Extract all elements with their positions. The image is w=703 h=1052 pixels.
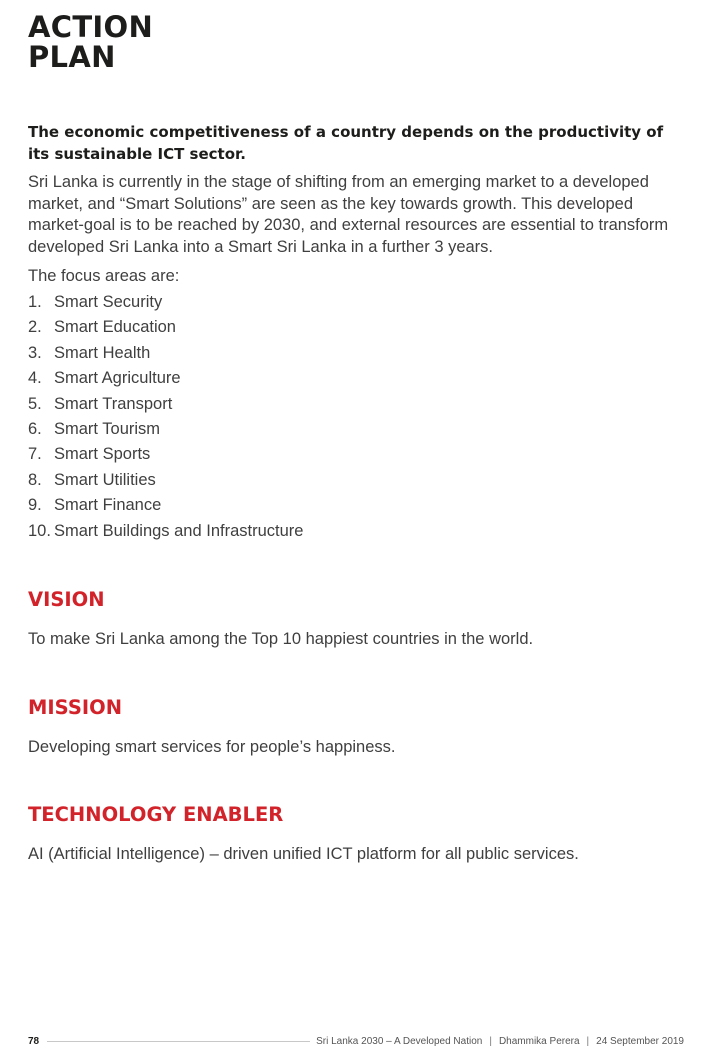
focus-area-item	[28, 315, 303, 340]
footer-rule	[47, 1041, 310, 1042]
focus-area-item	[28, 493, 303, 518]
focus-area-label: Smart Finance	[54, 496, 162, 515]
footer-publication: Sri Lanka 2030 – A Developed Nation	[316, 1035, 483, 1047]
focus-area-number: 6.	[28, 419, 42, 438]
mission-text: Developing smart services for people’s happiness.	[28, 738, 396, 756]
page-title	[28, 12, 153, 72]
vision-heading: VISION	[28, 588, 105, 611]
focus-area-number: 4.	[28, 369, 42, 388]
focus-area-item	[28, 468, 303, 493]
focus-area-label: Smart Tourism	[54, 419, 161, 438]
focus-area-number: 2.	[28, 318, 42, 337]
focus-area-label: Smart Sports	[54, 445, 151, 464]
page-title-line-2: PLAN	[28, 40, 116, 74]
focus-area-item	[28, 417, 303, 442]
focus-area-item	[28, 341, 303, 366]
mission-heading: MISSION	[28, 696, 123, 719]
focus-area-label: Smart Transport	[54, 394, 173, 413]
focus-area-label: Smart Agriculture	[54, 369, 181, 388]
focus-area-number: 8.	[28, 470, 42, 489]
focus-area-item	[28, 366, 303, 391]
focus-area-label: Smart Education	[54, 318, 176, 337]
focus-area-number: 9.	[28, 496, 42, 515]
focus-area-item	[28, 519, 303, 544]
page-number: 78	[28, 1035, 40, 1047]
intro-paragraph: Sri Lanka is currently in the stage of shifting from an emerging market to a developed market, and “Smart Solutions” are seen as the key towards growth. This developed market-goal is to be reached by 2030, and external resources are essential to transform developed Sri Lanka into a Smart Sri Lanka in a further 3 years.	[28, 173, 669, 256]
focus-area-item	[28, 290, 303, 315]
focus-area-item	[28, 392, 303, 417]
focus-area-number: 5.	[28, 394, 42, 413]
focus-area-number: 7.	[28, 445, 42, 464]
focus-area-number: 10.	[28, 521, 51, 540]
page-footer	[28, 1033, 684, 1049]
focus-areas-intro: The focus areas are:	[28, 267, 180, 285]
focus-area-number: 3.	[28, 343, 42, 362]
footer-author: Dhammika Perera	[498, 1035, 580, 1047]
footer-separator: |	[489, 1035, 492, 1047]
focus-area-label: Smart Utilities	[54, 470, 156, 489]
technology-enabler-text: AI (Artificial Intelligence) – driven unified ICT platform for all public services.	[28, 845, 579, 863]
focus-areas-list	[28, 290, 303, 544]
focus-area-number: 1.	[28, 293, 42, 311]
focus-area-label: Smart Security	[54, 293, 163, 311]
focus-area-label: Smart Health	[54, 343, 151, 362]
focus-area-item	[28, 442, 303, 467]
vision-text: To make Sri Lanka among the Top 10 happiest countries in the world.	[28, 630, 534, 648]
technology-enabler-heading: TECHNOLOGY ENABLER	[28, 803, 284, 826]
lead-heading: The economic competitiveness of a country depends on the productivity of its sustainable ICT sector.	[28, 123, 664, 163]
page-title-line-1: ACTION	[28, 10, 154, 44]
footer-date: 24 September 2019	[596, 1035, 684, 1047]
focus-area-label: Smart Buildings and Infrastructure	[54, 521, 304, 540]
footer-separator: |	[586, 1035, 590, 1047]
